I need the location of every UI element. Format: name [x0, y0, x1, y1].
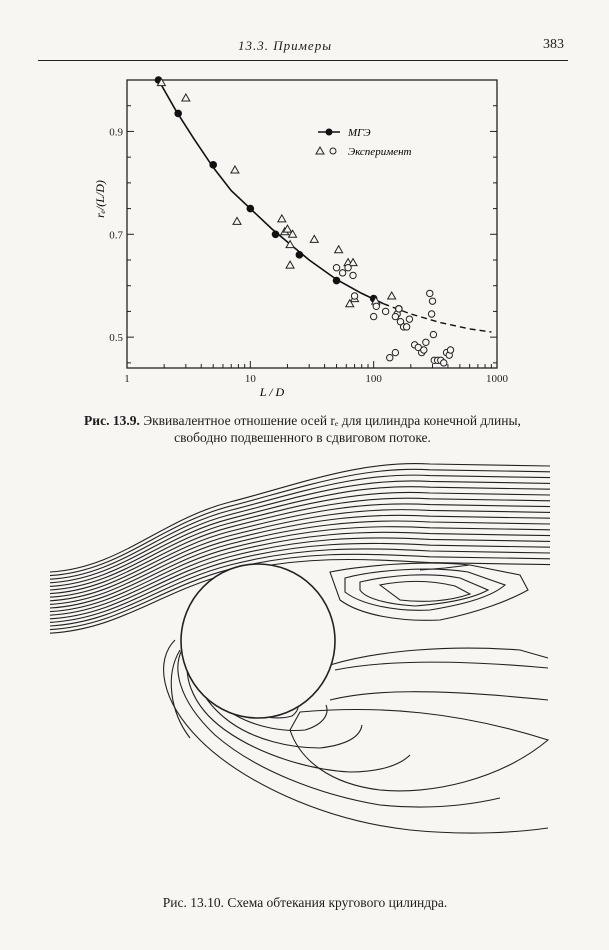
streamline	[50, 527, 550, 612]
experiment-circle-point	[392, 349, 398, 355]
figure-13-10-caption: Рис. 13.10. Схема обтекания кругового цилиндра.	[162, 895, 448, 910]
experiment-circle-point	[430, 331, 436, 337]
experiment-circle-point	[406, 316, 412, 322]
bem-point	[247, 205, 255, 213]
experiment-triangle-point	[278, 215, 286, 222]
streamline	[50, 498, 550, 593]
bem-point	[272, 230, 280, 238]
streamline	[50, 487, 550, 587]
section-title: 13.3. Примеры	[238, 38, 333, 53]
bem-point	[209, 161, 217, 169]
experiment-circle-point	[345, 265, 351, 271]
streamline	[50, 559, 550, 633]
experiment-circle-point	[421, 347, 427, 353]
experiment-circle-point	[370, 313, 376, 319]
figure-13-9-caption	[30, 412, 575, 446]
legend-triangle-marker	[316, 147, 324, 154]
caption-label: Рис. 13.9.	[84, 413, 140, 428]
figure-13-9-chart	[0, 0, 609, 410]
streamline	[50, 469, 550, 575]
experiment-circle-point	[423, 339, 429, 345]
bem-point	[333, 277, 341, 285]
experiment-triangle-point	[231, 166, 239, 173]
y-axis-label: rₑ/(L/D)	[93, 180, 107, 218]
streamline	[50, 521, 550, 608]
experiment-circle-point	[333, 265, 339, 271]
streamline	[50, 475, 550, 579]
experiment-circle-point	[429, 298, 435, 304]
experiment-circle-point	[396, 306, 402, 312]
y-tick-label: 0.7	[109, 229, 123, 242]
experiment-triangle-point	[388, 292, 396, 299]
experiment-circle-point	[373, 303, 379, 309]
cylinder	[181, 564, 335, 718]
experiment-triangle-point	[182, 94, 190, 101]
legend-circle-marker	[330, 148, 336, 154]
streamline	[50, 538, 550, 619]
legend-bem-marker	[326, 129, 333, 136]
x-tick-label: 1000	[486, 373, 508, 385]
streamline	[50, 532, 550, 615]
y-tick-label: 0.9	[109, 126, 123, 139]
bem-point	[174, 110, 182, 118]
x-tick-label: 1	[124, 373, 130, 385]
bem-point	[296, 251, 304, 259]
streamline	[50, 515, 550, 604]
experiment-circle-point	[427, 290, 433, 296]
experiment-triangle-point	[286, 261, 294, 268]
experiment-circle-point	[350, 272, 356, 278]
page-number: 383	[543, 37, 564, 52]
experiment-circle-point	[382, 308, 388, 314]
separation-zone-contours	[330, 563, 528, 620]
x-tick-label: 100	[365, 373, 382, 385]
legend-experiment-label: Эксперимент	[348, 146, 412, 158]
streamline	[50, 510, 550, 601]
experiment-circle-point	[351, 293, 357, 299]
plot-frame	[127, 80, 497, 368]
experiment-circle-point	[392, 313, 398, 319]
lower-wake-contours	[164, 640, 548, 833]
legend-bem-label: МГЭ	[348, 127, 371, 139]
streamline	[50, 549, 550, 626]
streamline	[50, 554, 550, 629]
experiment-circle-point	[428, 311, 434, 317]
x-axis-label: L / D	[259, 385, 285, 399]
experiment-circle-point	[339, 270, 345, 276]
streamlines	[50, 464, 550, 634]
experiment-circle-point	[387, 355, 393, 361]
streamline	[50, 481, 550, 583]
experiment-circle-point	[441, 360, 447, 366]
experiment-circle-point	[403, 324, 409, 330]
chart-plot-area	[93, 76, 509, 399]
caption-line1: Эквивалентное отношение осей rₑ для цилиндра конечной длины,	[143, 413, 521, 428]
caption-line2: свободно подвешенного в сдвиговом потоке.	[174, 430, 431, 445]
streamline	[50, 492, 550, 590]
experiment-triangle-point	[233, 217, 241, 224]
experiment-circle-point	[447, 347, 453, 353]
experiment-triangle-point	[335, 246, 343, 253]
experiment-triangle-point	[310, 235, 318, 242]
streamline	[50, 543, 550, 622]
streamline	[50, 504, 550, 597]
x-tick-label: 10	[244, 373, 256, 385]
y-tick-label: 0.5	[109, 332, 123, 345]
streamline	[50, 464, 550, 572]
